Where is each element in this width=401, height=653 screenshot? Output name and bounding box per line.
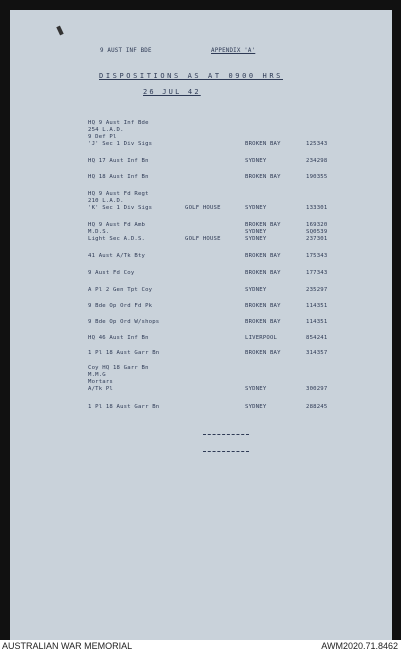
unit-location: SYDNEY: [245, 204, 267, 211]
map-reference: 114351: [306, 303, 328, 309]
unit-location: BROKEN BAY: [245, 350, 281, 356]
unit-name: 9 Def Pl: [88, 133, 117, 140]
unit-name: HQ 17 Aust Inf Bn: [88, 158, 149, 164]
unit-name: M.M.G: [88, 371, 106, 378]
map-reference: 175343: [306, 253, 328, 259]
unit-name: HQ 46 Aust Inf Bn: [88, 335, 149, 341]
unit-name: 9 Aust Fd Coy: [88, 270, 135, 276]
unit-location: SYDNEY: [245, 228, 267, 235]
document-page: [10, 10, 392, 640]
map-reference: 114351: [306, 319, 328, 325]
unit-location: BROKEN BAY: [245, 222, 281, 228]
unit-ref: 9 AUST INF BDE: [100, 48, 152, 54]
bleed-through-text: [150, 570, 152, 577]
separator-line-2: [203, 451, 249, 452]
unit-name: 'K' Sec 1 Div Sigs: [88, 204, 153, 211]
unit-name: 9 Bde Op Ord Fd Pk: [88, 303, 153, 309]
unit-location: LIVERPOOL: [245, 335, 278, 341]
unit-location: BROKEN BAY: [245, 303, 281, 309]
appendix-label: APPENDIX 'A': [211, 48, 256, 54]
unit-name: 1 Pl 18 Aust Garr Bn: [88, 404, 160, 410]
unit-name: Light Sec A.D.S.: [88, 235, 146, 242]
unit-name: A/Tk Pl: [88, 385, 113, 392]
map-reference: 300297: [306, 385, 328, 392]
unit-name: M.D.S.: [88, 228, 110, 235]
map-reference: 177343: [306, 270, 328, 276]
map-reference: 235297: [306, 287, 328, 293]
unit-name: HQ 18 Aust Inf Bn: [88, 174, 149, 180]
unit-name: 41 Aust A/Tk Bty: [88, 253, 146, 259]
unit-location: BROKEN BAY: [245, 270, 281, 276]
unit-name: HQ 9 Aust Inf Bde: [88, 120, 149, 126]
unit-location: SYDNEY: [245, 404, 267, 410]
map-reference: 169320: [306, 222, 328, 228]
document-date: 26 JUL 42: [143, 88, 201, 96]
footer-accession-number: AWM2020.71.8462: [321, 641, 398, 651]
map-reference: 288245: [306, 404, 328, 410]
unit-note: GOLF HOUSE: [185, 204, 221, 211]
unit-note: GOLF HOUSE: [185, 235, 221, 242]
unit-name: HQ 9 Aust Fd Regt: [88, 191, 149, 197]
map-reference: 314357: [306, 350, 328, 356]
unit-name: 254 L.A.D.: [88, 126, 124, 133]
map-reference: 125343: [306, 140, 328, 147]
unit-name: Coy HQ 18 Garr Bn: [88, 365, 149, 371]
separator-line-1: [203, 434, 249, 435]
footer-institution: AUSTRALIAN WAR MEMORIAL: [2, 641, 133, 651]
unit-location: SYDNEY: [245, 158, 267, 164]
map-reference: 190355: [306, 174, 328, 180]
map-reference: 133301: [306, 204, 328, 211]
unit-name: HQ 9 Aust Fd Amb: [88, 222, 146, 228]
unit-name: A Pl 2 Gen Tpt Coy: [88, 287, 153, 293]
map-reference: SQ0539: [306, 228, 328, 235]
archive-footer: [0, 640, 401, 653]
unit-name: 'J' Sec 1 Div Sigs: [88, 140, 153, 147]
map-reference: 854241: [306, 335, 328, 341]
unit-location: BROKEN BAY: [245, 174, 281, 180]
unit-location: BROKEN BAY: [245, 253, 281, 259]
unit-location: BROKEN BAY: [245, 319, 281, 325]
map-reference: 234298: [306, 158, 328, 164]
unit-location: SYDNEY: [245, 287, 267, 293]
unit-location: BROKEN BAY: [245, 140, 281, 147]
document-title: DISPOSITIONS AS AT 0900 HRS: [99, 72, 283, 80]
map-reference: 237301: [306, 235, 328, 242]
unit-location: SYDNEY: [245, 235, 267, 242]
unit-location: SYDNEY: [245, 385, 267, 392]
unit-name: 1 Pl 18 Aust Garr Bn: [88, 350, 160, 356]
unit-name: 210 L.A.D.: [88, 197, 124, 204]
unit-name: Mortars: [88, 378, 113, 385]
unit-name: 9 Bde Op Ord W/shops: [88, 319, 160, 325]
